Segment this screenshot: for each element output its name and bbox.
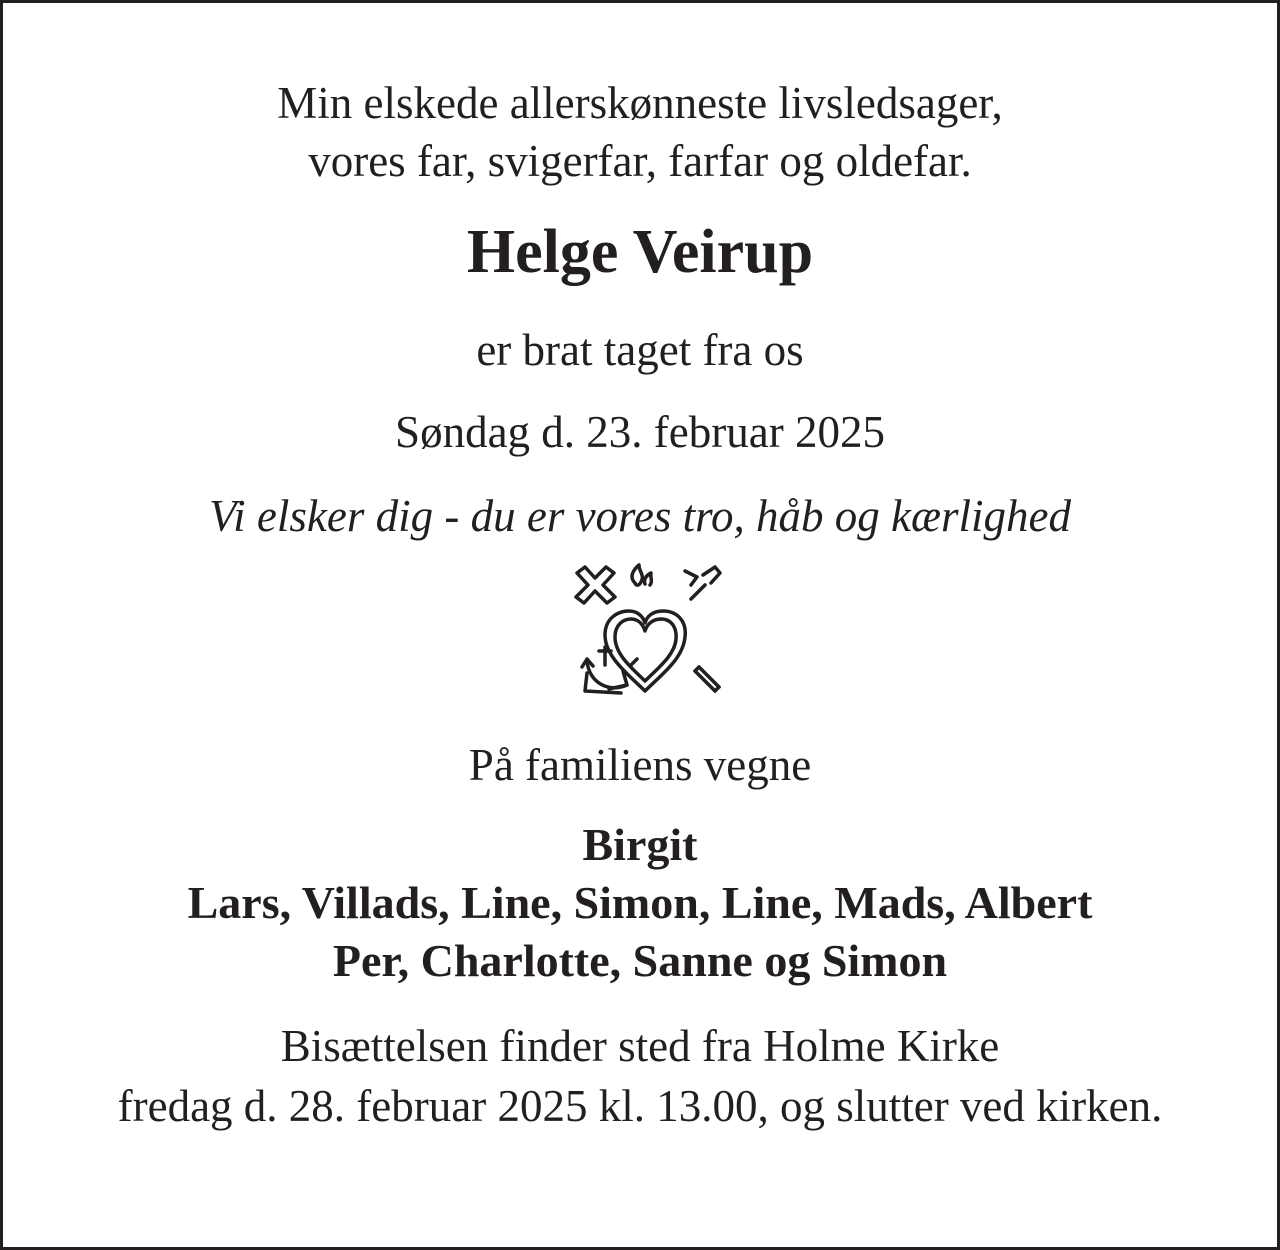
quote: Vi elsker dig - du er vores tro, håb og kærlighed	[209, 491, 1071, 541]
faith-hope-love-icon	[565, 561, 725, 701]
date-of-death: Søndag d. 23. februar 2025	[395, 407, 885, 457]
mourner-line-1: Birgit	[582, 819, 698, 870]
mourner-line-3: Per, Charlotte, Sanne og Simon	[332, 935, 948, 986]
mourner-line-2: Lars, Villads, Line, Simon, Line, Mads, Albert	[187, 877, 1093, 928]
deceased-name: Helge Veirup	[466, 218, 814, 286]
funeral-line-1: Bisættelsen finder sted fra Holme Kirke	[280, 1021, 1000, 1071]
family-intro: På familiens vegne	[468, 740, 812, 790]
intro-line-1: Min elskede allerskønneste livsledsager,	[277, 78, 1003, 128]
taken-text: er brat taget fra os	[476, 325, 804, 375]
funeral-line-2: fredag d. 28. februar 2025 kl. 13.00, og slutter ved kirken.	[117, 1081, 1163, 1131]
intro-line-2: vores far, svigerfar, farfar og oldefar.	[308, 136, 972, 186]
